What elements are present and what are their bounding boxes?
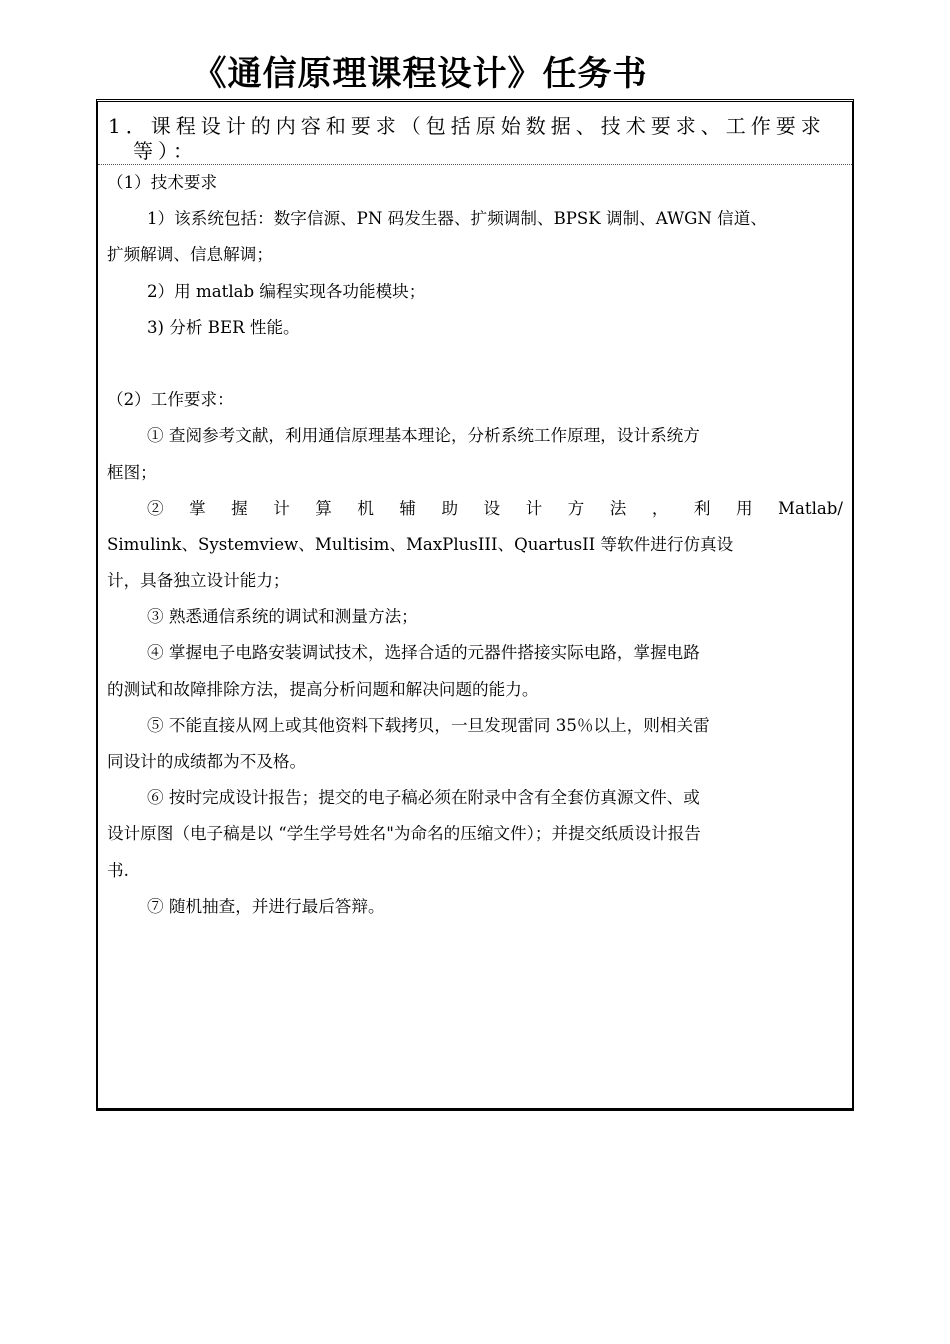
work-item-4-line-2: 的测试和故障排除方法，提高分析问题和解决问题的能力。 [107,679,539,699]
section-heading-line-1: 1．课程设计的内容和要求（包括原始数据、技术要求、工作要求 [108,114,826,138]
tech-item-1-line-2: 扩频解调、信息解调； [107,245,273,265]
tech-item-2: 2）用 matlab 编程实现各功能模块； [147,281,426,301]
document-title: 《通信原理课程设计》任务书 [192,54,648,94]
work-item-3: ③ 熟悉通信系统的调试和测量方法； [147,607,418,627]
work-item-5-line-1: ⑤ 不能直接从网上或其他资料下载拷贝，一旦发现雷同 35％以上，则相关雷 [147,715,710,735]
spacer [107,346,843,382]
work-item-6-line-2: 设计原图（电子稿是以 “学生学号姓名"为命名的压缩文件）；并提交纸质设计报告 [107,824,701,844]
work-item-6-line-1: ⑥ 按时完成设计报告；提交的电子稿必须在附录中含有全套仿真源文件、或 [147,788,700,808]
section-heading-line-2: 等）： [133,139,198,163]
work-item-1-line-2: 框图； [107,462,157,482]
work-item-5-line-2: 同设计的成绩都为不及格。 [107,752,307,771]
task-table [96,99,854,1111]
work-item-6-line-3: 书. [107,860,129,880]
work-item-4-line-1: ④ 掌握电子电路安装调试技术，选择合适的元器件搭接实际电路，掌握电路 [147,643,700,663]
work-item-1-line-1: ① 查阅参考文献，利用通信原理基本理论，分析系统工作原理，设计系统方 [147,426,700,446]
work-item-7: ⑦ 随机抽查，并进行最后答辩。 [147,896,385,916]
section-body [98,165,852,925]
work-item-2-line-3: 计，具备独立设计能力； [107,571,290,591]
work-requirements-heading: （2）工作要求： [107,390,234,410]
section-heading [98,102,852,165]
tech-item-1-line-1: 1）该系统包括：数字信源、PN 码发生器、扩频调制、BPSK 调制、AWGN 信道、 [147,209,767,229]
work-item-2-line-1: ② 掌 握 计 算 机 辅 助 设 计 方 法 ， 利 用 Matlab/ [147,498,843,518]
work-item-2-line-2: Simulink、Systemview、Multisim、MaxPlusIII、QuartusII 等软件进行仿真设 [107,534,734,554]
tech-item-3: 3) 分析 BER 性能。 [147,317,300,337]
tech-requirements-heading: （1）技术要求 [107,173,218,192]
